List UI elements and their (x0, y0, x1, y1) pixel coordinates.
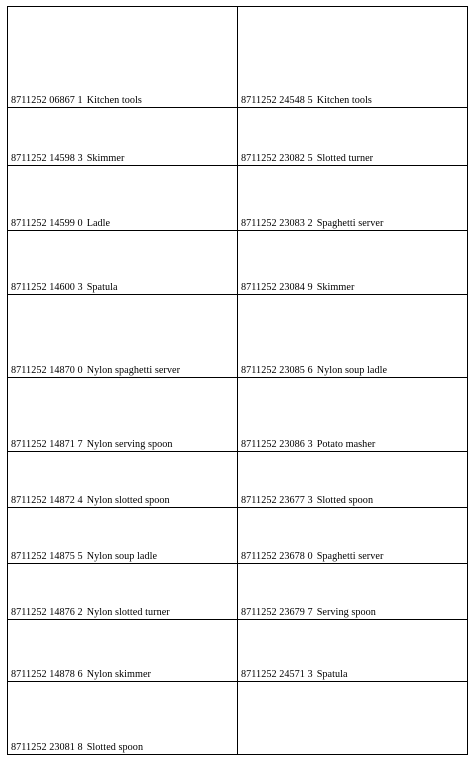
product-code: 8711252 14871 7 (11, 439, 83, 450)
product-cell (8, 108, 238, 166)
product-name: Nylon soup ladle (86, 551, 158, 562)
product-cell (8, 620, 238, 682)
product-code: 8711252 23085 6 (241, 365, 313, 376)
table-row (8, 564, 468, 620)
product-name: Nylon skimmer (86, 669, 152, 680)
product-name: Slotted spoon (316, 495, 374, 506)
product-caption (11, 282, 118, 293)
table-row (8, 7, 468, 108)
product-caption (11, 365, 180, 376)
product-caption (241, 218, 383, 229)
product-name: Nylon soup ladle (316, 365, 388, 376)
product-name: Ladle (86, 218, 111, 229)
product-cell (8, 7, 238, 108)
product-cell (238, 108, 468, 166)
table-row (8, 378, 468, 452)
product-code: 8711252 23677 3 (241, 495, 313, 506)
product-caption (11, 95, 142, 106)
product-cell (8, 508, 238, 564)
product-name: Kitchen tools (86, 95, 142, 106)
product-cell (238, 378, 468, 452)
product-caption (241, 669, 348, 680)
product-code: 8711252 24571 3 (241, 669, 313, 680)
product-name: Nylon spaghetti server (86, 365, 181, 376)
product-caption (11, 153, 124, 164)
product-code: 8711252 23081 8 (11, 742, 83, 753)
product-cell (238, 166, 468, 231)
product-name: Serving spoon (316, 607, 376, 618)
product-caption (241, 495, 373, 506)
product-name: Nylon slotted spoon (86, 495, 170, 506)
table-row (8, 166, 468, 231)
table-row (8, 682, 468, 755)
product-name: Spatula (86, 282, 118, 293)
product-code: 8711252 14599 0 (11, 218, 83, 229)
product-name: Kitchen tools (316, 95, 372, 106)
product-name: Spatula (316, 669, 348, 680)
product-cell (8, 166, 238, 231)
table-row (8, 452, 468, 508)
product-cell (238, 295, 468, 378)
product-caption (11, 607, 170, 618)
product-cell (8, 378, 238, 452)
product-name: Slotted turner (316, 153, 374, 164)
product-code: 8711252 14872 4 (11, 495, 83, 506)
product-cell (238, 508, 468, 564)
product-code: 8711252 14870 0 (11, 365, 83, 376)
product-code: 8711252 23678 0 (241, 551, 313, 562)
product-caption (11, 742, 143, 753)
product-cell (238, 564, 468, 620)
product-name: Skimmer (86, 153, 125, 164)
product-name: Slotted spoon (86, 742, 144, 753)
product-caption (241, 439, 375, 450)
product-name: Nylon serving spoon (86, 439, 173, 450)
product-caption (241, 95, 372, 106)
product-caption (241, 153, 373, 164)
product-name: Spaghetti server (316, 218, 384, 229)
product-name: Skimmer (316, 282, 355, 293)
product-caption (241, 551, 383, 562)
product-cell (238, 620, 468, 682)
empty-cell (238, 682, 468, 755)
product-name: Potato masher (316, 439, 376, 450)
product-caption (11, 669, 151, 680)
product-code: 8711252 14875 5 (11, 551, 83, 562)
product-cell (8, 452, 238, 508)
product-cell (8, 295, 238, 378)
product-code: 8711252 23679 7 (241, 607, 313, 618)
product-name: Spaghetti server (316, 551, 384, 562)
table-row (8, 231, 468, 295)
product-caption (11, 551, 157, 562)
product-caption (241, 607, 376, 618)
product-cell (238, 231, 468, 295)
product-cell (8, 564, 238, 620)
product-code: 8711252 14878 6 (11, 669, 83, 680)
product-code: 8711252 06867 1 (11, 95, 83, 106)
product-code: 8711252 23082 5 (241, 153, 313, 164)
table-row (8, 295, 468, 378)
product-code: 8711252 14876 2 (11, 607, 83, 618)
product-caption (241, 365, 387, 376)
product-caption (11, 218, 110, 229)
product-code: 8711252 23083 2 (241, 218, 313, 229)
product-code: 8711252 23086 3 (241, 439, 313, 450)
product-code: 8711252 14600 3 (11, 282, 83, 293)
table-row (8, 508, 468, 564)
table-row (8, 108, 468, 166)
product-caption (11, 439, 173, 450)
table-row (8, 620, 468, 682)
product-catalog-sheet (7, 6, 467, 755)
product-code: 8711252 14598 3 (11, 153, 83, 164)
product-cell (8, 682, 238, 755)
product-cell (238, 452, 468, 508)
product-cell (8, 231, 238, 295)
product-caption (241, 282, 354, 293)
product-name: Nylon slotted turner (86, 607, 170, 618)
product-caption (11, 495, 170, 506)
product-table (7, 6, 468, 755)
product-code: 8711252 23084 9 (241, 282, 313, 293)
product-code: 8711252 24548 5 (241, 95, 313, 106)
product-cell (238, 7, 468, 108)
